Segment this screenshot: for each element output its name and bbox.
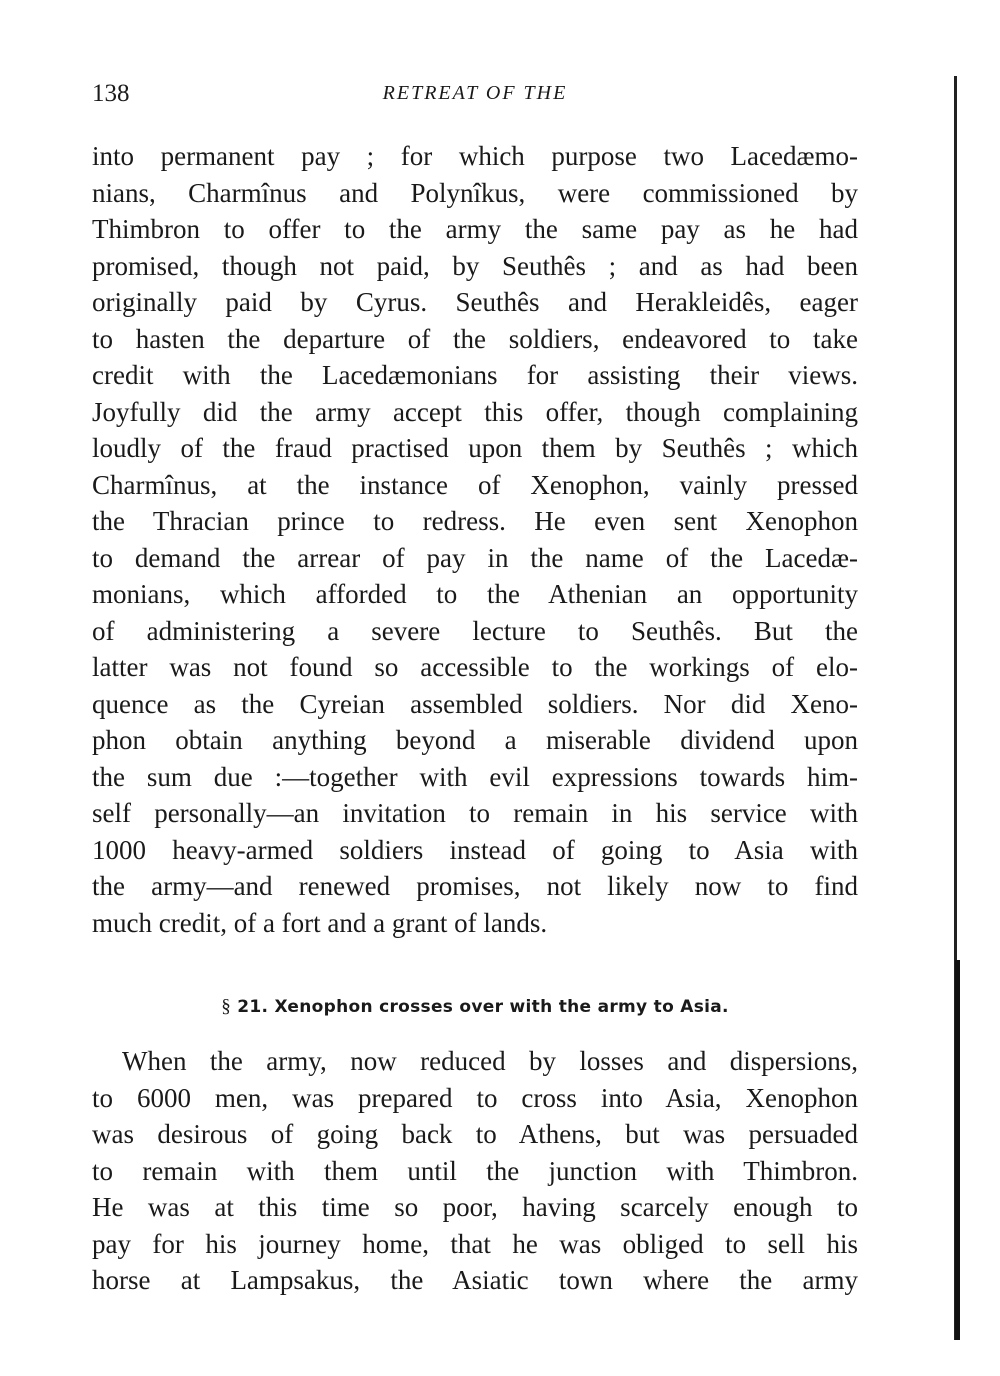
section-symbol: § xyxy=(221,996,231,1017)
running-title: RETREAT OF THE xyxy=(382,82,568,104)
text-line: monians, which afforded to the Athenian an opportunity xyxy=(92,579,858,609)
text-line: latter was not found so accessible to the workings of elo- xyxy=(92,652,858,682)
text-line: to 6000 men, was prepared to cross into Asia, Xenophon xyxy=(92,1082,858,1113)
text-line: 1000 heavy-armed soldiers instead of going to Asia with xyxy=(92,834,858,865)
text-line: Charmînus, at the instance of Xenophon, vainly pressed xyxy=(92,469,858,500)
running-head xyxy=(92,80,858,116)
text-line: to hasten the departure of the soldiers, endeavored to take xyxy=(92,323,858,354)
text-line: was desirous of going back to Athens, but was persuaded xyxy=(92,1119,858,1149)
text-line: loudly of the fraud practised upon them by Seuthês ; which xyxy=(92,433,858,463)
section-title: 21. Xenophon crosses over with the army to Asia. xyxy=(237,997,729,1017)
text-line: pay for his journey home, that he was obliged to sell his xyxy=(92,1228,858,1259)
paragraph-2 xyxy=(92,1043,858,1299)
text-line: promised, though not paid, by Seuthês ; and as had been xyxy=(92,250,858,281)
text-line: When the army, now reduced by losses and dispersions, xyxy=(122,1046,858,1076)
text-line: the Thracian prince to redress. He even sent Xenophon xyxy=(92,506,858,536)
text-line: originally paid by Cyrus. Seuthês and Herakleidês, eager xyxy=(92,287,858,317)
text-line: Joyfully did the army accept this offer, though complaining xyxy=(92,396,858,427)
text-line: horse at Lampsakus, the Asiatic town where the army xyxy=(92,1265,858,1295)
text-line: much credit, of a fort and a grant of lands. xyxy=(92,907,548,938)
text-line: Thimbron to offer to the army the same pay as he had xyxy=(92,214,858,244)
scan-edge-shadow xyxy=(955,960,960,1340)
text-line: He was at this time so poor, having scarcely enough to xyxy=(92,1192,858,1222)
text-line: phon obtain anything beyond a miserable dividend upon xyxy=(92,725,858,755)
text-line: the army—and renewed promises, not likely now to find xyxy=(92,871,858,901)
text-line: nians, Charmînus and Polynîkus, were commissioned by xyxy=(92,177,858,208)
page-number: 138 xyxy=(92,80,130,107)
text-line: of administering a severe lecture to Seuthês. But the xyxy=(92,615,858,646)
text-line: into permanent pay ; for which purpose two Lacedæmo- xyxy=(92,141,858,171)
text-line: the sum due :—together with evil expressions towards him- xyxy=(92,761,858,792)
text-line: self personally—an invitation to remain in his service with xyxy=(92,798,858,828)
paragraph-1 xyxy=(92,138,858,941)
section-heading xyxy=(92,996,858,1018)
text-line: quence as the Cyreian assembled soldiers. Nor did Xeno- xyxy=(92,688,858,719)
text-line: to demand the arrear of pay in the name of the Lacedæ- xyxy=(92,542,858,573)
text-line: to remain with them until the junction with Thimbron. xyxy=(92,1155,858,1186)
text-line: credit with the Lacedæmonians for assisting their views. xyxy=(92,360,858,390)
